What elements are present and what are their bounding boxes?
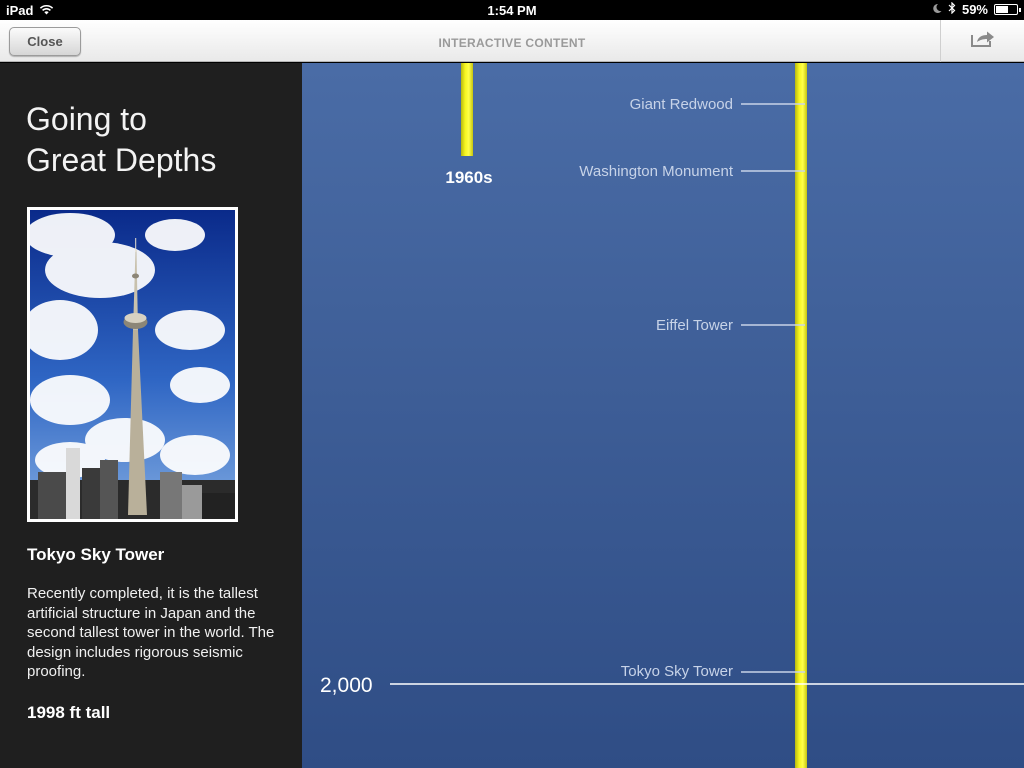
landmark-tokyo-sky-tower[interactable] <box>621 663 805 680</box>
landmark-giant-redwood[interactable] <box>630 96 805 113</box>
battery-icon <box>994 4 1018 15</box>
landmark-label: Tokyo Sky Tower <box>620 663 733 680</box>
landmark-height: 1998 ft tall <box>27 703 111 722</box>
landmark-label: Eiffel Tower <box>656 317 733 334</box>
bluetooth-icon <box>948 2 956 17</box>
status-time: 1:54 PM <box>487 3 537 18</box>
tokyo-sky-tower-photo <box>30 210 235 519</box>
landmark-label: Giant Redwood <box>629 96 733 113</box>
bar-current[interactable] <box>795 63 807 768</box>
depth-chart <box>302 63 1024 768</box>
battery-fill <box>996 6 1008 13</box>
page-heading <box>26 99 216 181</box>
share-button[interactable] <box>940 20 1024 62</box>
landmark-label: Washington Monument <box>579 163 733 180</box>
info-sidebar <box>0 63 302 768</box>
moon-icon <box>932 2 942 17</box>
heading-line-1: Going to <box>26 101 147 137</box>
close-button[interactable]: Close <box>9 27 81 56</box>
navigation-bar <box>0 20 1024 62</box>
share-icon <box>970 30 996 53</box>
bar-1960s[interactable] <box>461 63 473 156</box>
status-bar <box>0 0 1024 20</box>
landmark-title: Tokyo Sky Tower <box>27 545 165 564</box>
tower-photo <box>27 207 238 522</box>
nav-title: INTERACTIVE CONTENT <box>438 36 586 50</box>
device-name: iPad <box>6 3 34 18</box>
bar-label-1960s: 1960s <box>445 168 493 187</box>
landmark-eiffel-tower[interactable] <box>656 317 805 334</box>
heading-line-2: Great Depths <box>26 142 217 178</box>
depth-visualization[interactable] <box>302 63 1024 768</box>
battery-percent: 59% <box>961 2 988 17</box>
landmark-description: Recently completed, it is the tallest artificial structure in Japan and the second tallest tower in the world. The design includes rigorous seismic proofing. <box>27 585 275 680</box>
landmark-washington-monument[interactable] <box>579 163 805 180</box>
scale-label: 2,000 <box>320 674 373 697</box>
